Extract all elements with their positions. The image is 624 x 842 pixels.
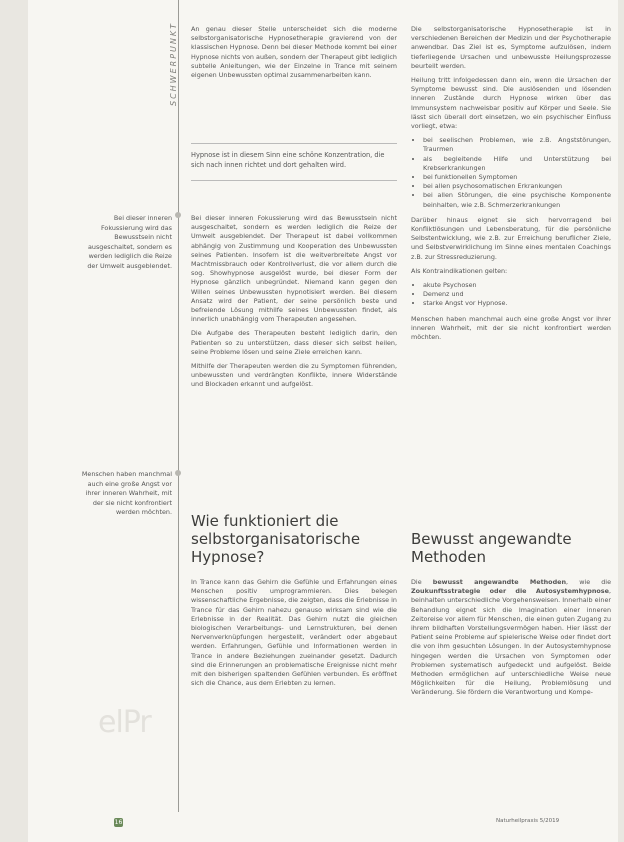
list-item: • bei allen psychosomatischen Erkrankungen <box>423 182 611 191</box>
list-item: • als begleitende Hilfe und Unterstützung bei Krebserkrankungen <box>423 155 611 173</box>
margin-rule <box>178 0 179 812</box>
list-item: • akute Psychosen <box>423 281 611 290</box>
contraindications-title: Als Kontraindikationen gelten: <box>411 266 508 275</box>
sidebar-bullet <box>175 212 181 218</box>
footer-issue: Naturheilpraxis 5/2019 <box>496 818 560 824</box>
heading-methods: Bewusst angewandte Methoden <box>411 530 572 566</box>
column-1-bottom: In Trance kann das Gehirn die Gefühle und Erfahrungen eines Menschen positiv umprogrammieren. Dies belegen wissenschaftliche Ergebnisse, die zeigten, dass die Erlebnisse in Trance für das Gehirn nahezu genauso wirksam sind wie die Erlebnisse in der Realität. Das Gehirn nutzt die gleichen biologischen Verarbeitungs- und Lernstrukturen, bei denen Nervenverknüpfungen hergestellt, verändert oder abgebaut werden. Erfahrungen, Gefühle und Informationen werden in Trance in andere Beziehungen zueinander gesetzt. Dadurch sind die Erinnerungen an problematische Ereignisse nicht mehr mit den bisherigen spaltenden Gefühlen verbunden. Es eröffnet sich die Chance, aus dem Erlebten zu lernen. <box>191 578 397 688</box>
faded-logo-watermark: elPr <box>98 705 151 740</box>
list-item: • Demenz und <box>423 290 611 299</box>
sidebar-quote-1: Bei dieser inneren Fokussierung wird das Bewusstsein nicht ausgeschaltet, sondern es werden lediglich die Reize der Umwelt ausgeblendet. <box>87 214 172 270</box>
sidebar-bullet <box>175 470 181 476</box>
column-1-intro: An genau dieser Stelle unterscheidet sich die moderne selbstorganisatorische Hypnosetherapie gravierend von der klassischen Hypnose. Denn bei dieser Methode kommt bei einer Hypnose nichts von außen, sondern der Therapeut gibt lediglich subtelle Anleitungen, wie der Einzelne in Trance mit seinem eigenen Unbewussten optimal zusammenarbeiten kann. <box>191 25 397 80</box>
column-2-bottom: Die bewusst angewandte Methoden, wie die Zoukunftsstrategie oder die Autosystemhypnose, beinhalten unterschiedliche Vorgehensweisen. Innerhalb einer Behandlung eignet sich die Imagination einer inneren Zeitoreise vor allem für Menschen, die einen guten Zugang zu ihrem bildhaften Vorstellungsvermögen haben. Hier lässt der Patient seine Probleme auf spielerische Weise oder findet dort die von ihm gesuchten Lösungen. In der Autosystemhypnose hingegen werden die Ursachen von Symptomen oder Problemen systematisch aufgedeckt und aufgelöst. Beide Methoden ermöglichen auf unterschiedliche Weise neue Möglichkeiten für die Heilung, Problemlösung und Veränderung. Sie fördern die Verantwortung und Kompe- <box>411 578 612 697</box>
page-number: 16 <box>114 819 123 826</box>
list-item: • bei seelischen Problemen, wie z.B. Angststörungen, Traurmen <box>423 136 611 154</box>
pull-quote: Hypnose ist in diesem Sinn eine schöne Konzentration, die sich nach innen richtet und dort gehalten wird. <box>191 143 397 181</box>
page <box>28 0 618 842</box>
column-2-body: Die selbstorganisatorische Hypnosetherapie ist in verschiedenen Bereichen der Medizin und der Psychotherapie anwendbar. Das Ziel ist es, Symptome aufzulösen, indem tieferliegende Ursachen und unbewusste Heilungsprozesse beurteilt werden. Heilung tritt infolgedessen dann ein, wenn die Ursachen der Symptome bewusst sind. Die auslösenden und lösenden inneren Zustände durch Hypnose wirken über das Immunsystem nachweisbar positiv auf Körper und Seele. Sie lässt sich überall dort einsetzen, wo ein psychischer Einfluss vorliegt, etwa: • bei seelischen Problemen, wie z.B. Angststörungen, Traurmen • als begleitende Hilfe und Unterstützung bei Krebserkrankungen • bei funktionellen Symptomen • bei allen psychosomatischen Erkrankungen • bei allen Störungen, die eine psychische Komponente beinhalten, wie z.B. Schmerzerkrankungen Darüber hinaus eignet sie sich hervorragend bei Konfliktlösungen und Lebensberatung, für die persönliche Selbstentwicklung, wie z.B. zur Erreichung beruflicher Ziele, und Selbstverwirklichung im Sinne eines mentalen Coachings z.B. zur Stressreduzierung. Als Kontraindikationen gelten: • akute Psychosen • Demenz und • starke Angst vor Hypnose. Menschen haben manchmal auch eine große Angst vor ihrer inneren Wahrheit, mit der sie nicht konfrontiert werden möchten. <box>411 25 611 347</box>
list-item: • bei allen Störungen, die eine psychische Komponente beinhalten, wie z.B. Schmerzerkrankungen <box>423 191 611 209</box>
section-tag: SCHWERPUNKT <box>169 22 178 106</box>
heading-how-it-works: Wie funktioniert die selbstorganisatorische Hypnose? <box>191 512 361 566</box>
list-item: • starke Angst vor Hypnose. <box>423 299 611 308</box>
column-1-body: Bei dieser inneren Fokussierung wird das Bewusstsein nicht ausgeschaltet, sondern es werden lediglich die Reize der Umwelt ausgeblendet. Der Therapeut ist dabei vollkommen abhängig von Zustimmung und Kooperation des Unbewussten seines Patienten. Insofern ist die weitverbreitete Angst vor Machtmissbrauch oder Kontrollverlust, die vor allem durch die sog. Showhypnose ausgelöst wurde, bei dieser Form der Hypnose gänzlich unbegründet. Niemand kann gegen den Willen seines Unbewussten hypnotisiert werden. Bei diesem Ansatz wird der Patient, der seine persönlich beste und befreiende Lösung mithilfe seines Unbewussten findet, als innerlich unabhängig vom Therapeuten angesehen. Die Aufgabe des Therapeuten besteht lediglich darin, den Patienten so zu unterstützen, dass dieser sich selbst heilen, seine Probleme lösen und seine Ziele erreichen kann. Mithilfe der Therapeuten werden die zu Symptomen führenden, unbewussten und verdrängten Konflikte, innere Widerstände und Blockaden erkannt und aufgelöst. <box>191 214 397 389</box>
sidebar-quote-2: Menschen haben manchmal auch eine große Angst vor ihrer inneren Wahrheit, mit der sie nicht konfrontiert werden möchten. <box>81 470 172 517</box>
contraindication-list <box>411 281 611 309</box>
indication-list <box>411 136 611 210</box>
list-item: • bei funktionellen Symptomen <box>423 173 611 182</box>
